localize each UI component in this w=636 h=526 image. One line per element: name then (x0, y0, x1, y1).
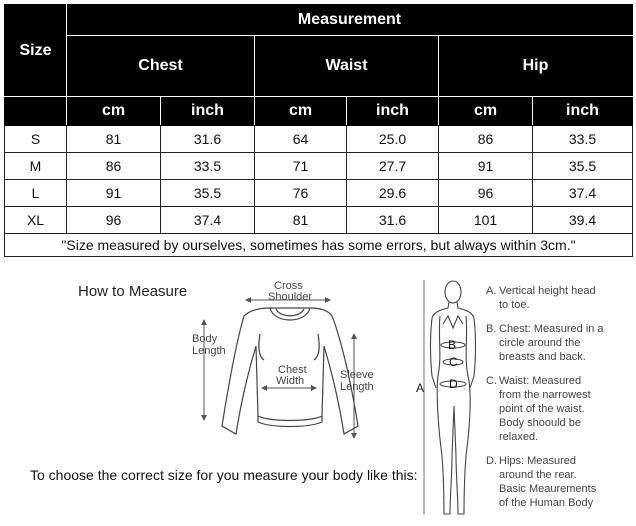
size-cell: S (5, 126, 67, 153)
table-cell: 71 (255, 153, 347, 180)
note-row (5, 234, 633, 257)
table-cell: 33.5 (533, 126, 633, 153)
unit-header: inch (347, 97, 439, 126)
size-unit-blank (5, 97, 67, 126)
legend-item (486, 454, 636, 510)
table-row (5, 207, 633, 234)
chest-header: Chest (67, 36, 255, 97)
label-c: C (449, 355, 458, 369)
body-length-label: Body (192, 333, 218, 345)
table-cell: 31.6 (161, 126, 255, 153)
cross-shoulder-label: Cross (274, 280, 303, 292)
unit-header: inch (533, 97, 633, 126)
table-cell: 64 (255, 126, 347, 153)
waist-header: Waist (255, 36, 439, 97)
table-cell: 39.4 (533, 207, 633, 234)
body-length-label: Length (192, 345, 226, 357)
label-a: A (416, 381, 425, 395)
legend-letter: D. (486, 455, 497, 467)
sweater-diagram (180, 276, 390, 446)
table-cell: 91 (439, 153, 533, 180)
sleeve-length-label: Length (340, 381, 374, 393)
legend-letter: B. (486, 323, 497, 335)
legend-text: Waist: Measured from the narrowest point of the waist. Body shoould be relaxed. (499, 375, 591, 443)
measure-legend (486, 284, 636, 520)
measure-instruction: To choose the correct size for you measure your body like this: (30, 467, 418, 483)
hip-header: Hip (439, 36, 633, 97)
chest-width-label: Chest (278, 364, 307, 376)
legend-item (486, 374, 636, 444)
table-cell: 35.5 (533, 153, 633, 180)
table-cell: 27.7 (347, 153, 439, 180)
body-figure-diagram (408, 276, 488, 522)
label-d: D (449, 377, 458, 391)
legend-item (486, 322, 636, 364)
table-cell: 101 (439, 207, 533, 234)
table-cell: 81 (67, 126, 161, 153)
legend-text: Vertical height head to toe. (499, 285, 596, 311)
unit-header: cm (255, 97, 347, 126)
table-row (5, 180, 633, 207)
table-cell: 31.6 (347, 207, 439, 234)
measurement-header: Measurement (67, 5, 633, 36)
label-b: B (448, 338, 457, 352)
table-cell: 86 (67, 153, 161, 180)
body-outline (431, 281, 476, 514)
unit-header: cm (67, 97, 161, 126)
table-cell: 86 (439, 126, 533, 153)
table-cell: 25.0 (347, 126, 439, 153)
table-cell: 96 (439, 180, 533, 207)
table-cell: 37.4 (161, 207, 255, 234)
unit-header: cm (439, 97, 533, 126)
table-row (5, 153, 633, 180)
legend-item (486, 284, 636, 312)
table-cell: 96 (67, 207, 161, 234)
how-to-measure-title: How to Measure (78, 283, 188, 300)
table-cell: 91 (67, 180, 161, 207)
size-header: Size (5, 5, 67, 97)
legend-letter: A. (486, 285, 497, 297)
table-cell: 33.5 (161, 153, 255, 180)
size-note: "Size measured by ourselves, sometimes has some errors, but always within 3cm." (5, 234, 633, 257)
table-cell: 37.4 (533, 180, 633, 207)
legend-text: Hips: Measured around the rear. Basic Meaurements of the Human Body (499, 455, 597, 509)
table-cell: 81 (255, 207, 347, 234)
size-cell: XL (5, 207, 67, 234)
sleeve-length-label: Sleeve (340, 369, 374, 381)
size-chart-table (4, 4, 633, 257)
size-cell: M (5, 153, 67, 180)
table-row (5, 126, 633, 153)
table-cell: 29.6 (347, 180, 439, 207)
legend-text: Chest: Measured in a circle around the breasts and back. (499, 323, 604, 363)
table-cell: 76 (255, 180, 347, 207)
unit-header: inch (161, 97, 255, 126)
table-cell: 35.5 (161, 180, 255, 207)
cross-shoulder-label: Shoulder (268, 291, 313, 303)
legend-letter: C. (486, 375, 497, 387)
size-cell: L (5, 180, 67, 207)
chest-width-label: Width (276, 375, 305, 387)
